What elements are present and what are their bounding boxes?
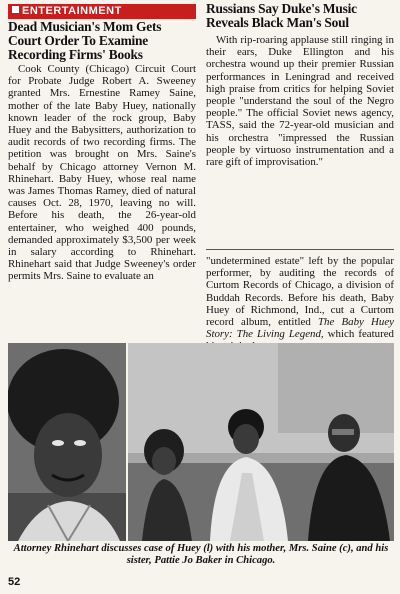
section-label	[8, 4, 196, 19]
photo-strip	[8, 343, 394, 541]
portrait-illustration	[8, 343, 126, 541]
group-illustration	[128, 343, 394, 541]
left-headline: Dead Musician's Mom Gets Court Order To Examine Recording Firms' Books	[8, 19, 162, 62]
photo-family-attorney	[128, 343, 394, 541]
right-article	[206, 2, 394, 168]
photo-baby-huey	[8, 343, 126, 541]
album-title: The Baby Huey Story: The Living Legend,	[206, 316, 394, 341]
continuation-part1: "undetermined estate" left by the popular performer, by auditing the records of Curtom Records of Chicago, a division of Buddah Records. Before his death, Baby Huey of Richmond, Ind., cut a Curtom record album, entitled	[206, 255, 394, 329]
left-body: Cook County (Chicago) Circuit Court for Probate Judge Robert A. Sweeney granted Mrs. Ernestine Ramey Saine, mother of the late Baby Huey, nationally known leader of the rock group, Baby Huey and the Babysitters, authorization to audit records of two recording firms. The petition was brought on Mrs. Saine's behalf by Chicago attorney Vernon M. Rhinehart. Baby Huey, whose real name was James Thomas Ramey, died of natural causes Oct. 28, 1970, leaving no will. Before his death, the 26-year-old entertainer, who weighed 400 pounds, demanded approximately $3,500 per week in salary according to Rhinehart. Rhinehart said that Judge Sweeney's order permits Mrs. Saine to evaluate an	[8, 63, 196, 283]
right-body: With rip-roaring applause still ringing in their ears, Duke Ellington and his orchestra wound up their premier Russian performances in Leningrad and received high praise from critics for helping Soviet people "understand the soul of the Negro people." The official Soviet news agency, TASS, said the 72-year-old musician and his orchestra "impressed the Russian people by virtuoso instrumentation and a rare gift of improvisation."	[206, 34, 394, 169]
continuation-part2: which featured	[327, 328, 394, 341]
square-bullet-icon	[12, 6, 19, 13]
continuation-article	[206, 255, 394, 353]
section-label-text: ENTERTAINMENT	[22, 5, 122, 17]
right-headline: Russians Say Duke's Music Reveals Black Man's Soul	[206, 1, 357, 30]
continuation-body	[206, 255, 394, 353]
photo-caption: Attorney Rhinehart discusses case of Huey (l) with his mother, Mrs. Saine (c), and his sister, Pattie Jo Baker in Chicago.	[13, 543, 389, 566]
left-article	[8, 20, 196, 283]
page-number: 52	[8, 576, 21, 588]
column-divider-rule	[206, 249, 394, 250]
